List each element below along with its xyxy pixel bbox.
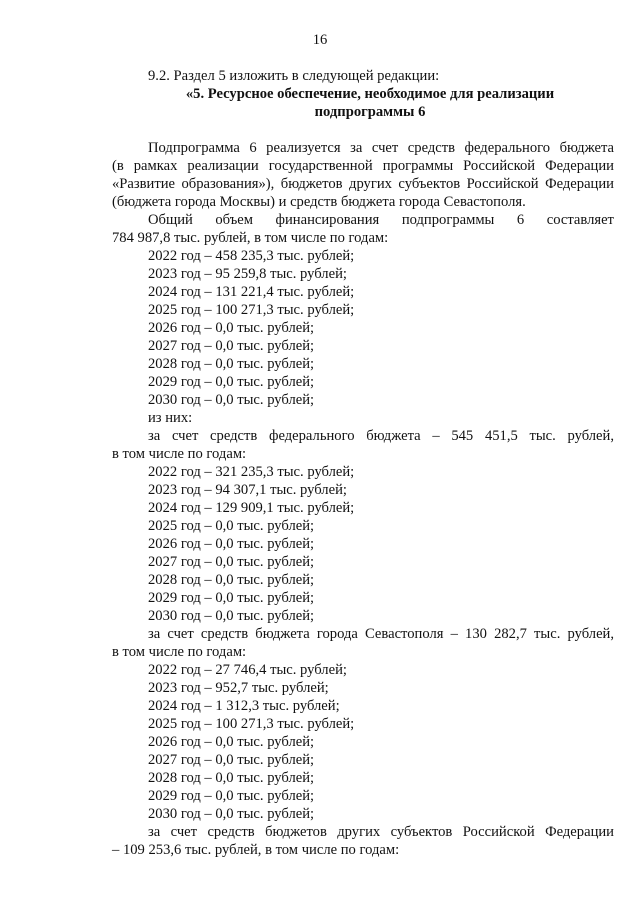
year-line: 2024 год – 1 312,3 тыс. рублей;: [148, 698, 340, 714]
paragraph-line: «Развитие образования»), бюджетов других субъектов Российской Федерации: [112, 176, 614, 192]
word: 6: [516, 212, 525, 228]
total-line-1: [148, 211, 614, 229]
year-line: 2029 год – 0,0 тыс. рублей;: [148, 374, 315, 390]
year-line: 2028 год – 0,0 тыс. рублей;: [148, 770, 315, 786]
federal-line-1: за счет средств федерального бюджета – 545 451,5 тыс. рублей,: [148, 428, 614, 444]
year-line: 2027 год – 0,0 тыс. рублей;: [148, 554, 315, 570]
year-line: 2026 год – 0,0 тыс. рублей;: [148, 536, 315, 552]
year-line: 2026 год – 0,0 тыс. рублей;: [148, 320, 315, 336]
year-line: 2023 год – 95 259,8 тыс. рублей;: [148, 266, 347, 282]
sevastopol-line-1: за счет средств бюджета города Севастополя – 130 282,7 тыс. рублей,: [148, 626, 614, 642]
year-line: 2027 год – 0,0 тыс. рублей;: [148, 752, 315, 768]
year-line: 2029 год – 0,0 тыс. рублей;: [148, 590, 315, 606]
year-line: 2023 год – 94 307,1 тыс. рублей;: [148, 482, 347, 498]
of-them-label: из них:: [148, 410, 193, 426]
paragraph-line: (бюджета города Москвы) и средств бюджета города Севастополя.: [112, 194, 526, 210]
word: составляет: [546, 212, 614, 228]
year-line: 2022 год – 27 746,4 тыс. рублей;: [148, 662, 347, 678]
year-line: 2026 год – 0,0 тыс. рублей;: [148, 734, 315, 750]
total-line-2: 784 987,8 тыс. рублей, в том числе по годам:: [112, 230, 389, 246]
year-line: 2030 год – 0,0 тыс. рублей;: [148, 608, 315, 624]
intro-line: 9.2. Раздел 5 изложить в следующей редакции:: [148, 68, 440, 84]
year-line: 2024 год – 129 909,1 тыс. рублей;: [148, 500, 355, 516]
year-line: 2028 год – 0,0 тыс. рублей;: [148, 572, 315, 588]
year-line: 2022 год – 458 235,3 тыс. рублей;: [148, 248, 355, 264]
word: финансирования: [275, 212, 380, 228]
word: объем: [215, 212, 253, 228]
year-line: 2025 год – 0,0 тыс. рублей;: [148, 518, 315, 534]
word: подпрограммы: [401, 212, 495, 228]
paragraph-line: Подпрограмма 6 реализуется за счет средств федерального бюджета: [148, 140, 614, 156]
sevastopol-line-2: в том числе по годам:: [112, 644, 247, 660]
year-line: 2022 год – 321 235,3 тыс. рублей;: [148, 464, 355, 480]
section-heading-line-2: подпрограммы 6: [314, 104, 426, 120]
year-line: 2025 год – 100 271,3 тыс. рублей;: [148, 302, 355, 318]
paragraph-line: (в рамках реализации государственной программы Российской Федерации: [112, 158, 614, 174]
year-line: 2030 год – 0,0 тыс. рублей;: [148, 806, 315, 822]
year-line: 2029 год – 0,0 тыс. рублей;: [148, 788, 315, 804]
year-line: 2025 год – 100 271,3 тыс. рублей;: [148, 716, 355, 732]
year-line: 2024 год – 131 221,4 тыс. рублей;: [148, 284, 355, 300]
word: Общий: [148, 212, 193, 228]
year-line: 2028 год – 0,0 тыс. рублей;: [148, 356, 315, 372]
other-subjects-line-1: за счет средств бюджетов других субъектов Российской Федерации: [148, 824, 614, 840]
year-line: 2030 год – 0,0 тыс. рублей;: [148, 392, 315, 408]
page-number: 16: [312, 32, 328, 48]
other-subjects-line-2: – 109 253,6 тыс. рублей, в том числе по годам:: [112, 842, 400, 858]
section-heading-line-1: «5. Ресурсное обеспечение, необходимое для реализации: [185, 86, 555, 102]
federal-line-2: в том числе по годам:: [112, 446, 247, 462]
year-line: 2027 год – 0,0 тыс. рублей;: [148, 338, 315, 354]
year-line: 2023 год – 952,7 тыс. рублей;: [148, 680, 329, 696]
